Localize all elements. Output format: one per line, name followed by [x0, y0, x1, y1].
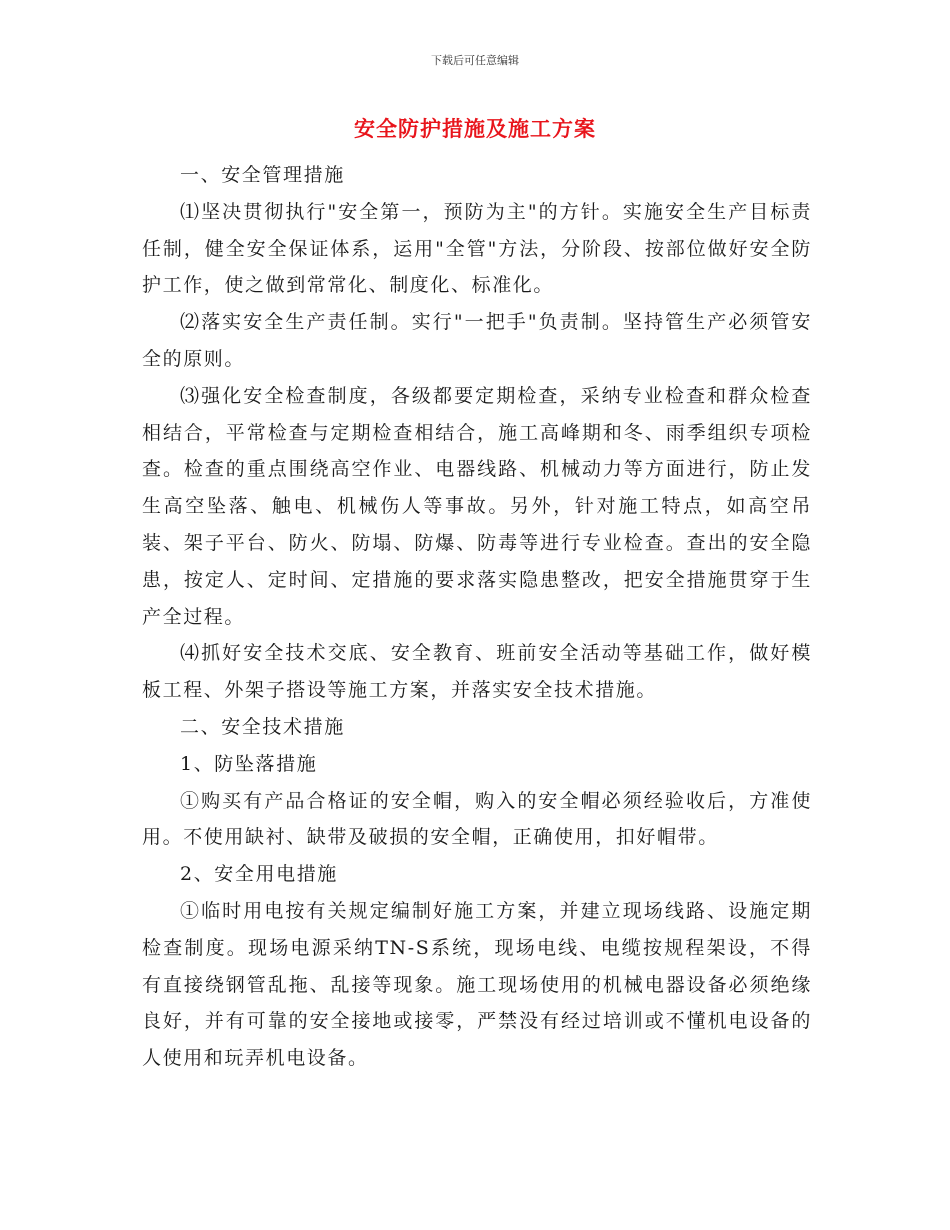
subsection-heading: 2、安全用电措施: [180, 863, 338, 886]
section-heading: 二、安全技术措施: [180, 715, 345, 738]
document-body: [142, 157, 812, 1077]
paragraph: ⑷抓好安全技术交底、安全教育、班前安全活动等基础工作，做好模板工程、外架子搭设等施工方案，并落实安全技术措施。: [142, 642, 812, 702]
section-heading: 一、安全管理措施: [180, 164, 345, 186]
header-note: 下载后可任意编辑: [431, 54, 519, 67]
paragraph: ①购买有产品合格证的安全帽，购入的安全帽必须经验收后，方准使用。不使用缺衬、缺带及破损的安全帽，正确使用，扣好帽带。: [142, 789, 812, 849]
document-title: 安全防护措施及施工方案: [354, 116, 596, 141]
paragraph: ①临时用电按有关规定编制好施工方案，并建立现场线路、设施定期检查制度。现场电源采纳TN-S系统，现场电线、电缆按规程架设，不得有直接绕钢管乱拖、乱接等现象。施工现场使用的机械电器设备必须绝缘良好，并有可靠的安全接地或接零，严禁没有经过培训或不懂机电设备的人使用和玩弄机电设备。: [142, 899, 812, 1070]
paragraph: ⑶强化安全检查制度，各级都要定期检查，采纳专业检查和群众检查相结合，平常检查与定期检查相结合，施工高峰期和冬、雨季组织专项检查。检查的重点围绕高空作业、电器线路、机械动力等方面进行，防止发生高空坠落、触电、机械伤人等事故。另外，针对施工特点，如高空吊装、架子平台、防火、防塌、防爆、防毒等进行专业检查。查出的安全隐患，按定人、定时间、定措施的要求落实隐患整改，把安全措施贯穿于生产全过程。: [142, 384, 812, 628]
subsection-heading: 1、防坠落措施: [180, 752, 318, 775]
paragraph: ⑵落实安全生产责任制。实行"一把手"负责制。坚持管生产必须管安全的原则。: [142, 311, 812, 370]
paragraph: ⑴坚决贯彻执行"安全第一，预防为主"的方针。实施安全生产目标责任制，健全安全保证体系，运用"全管"方法，分阶段、按部位做好安全防护工作，使之做到常常化、制度化、标准化。: [142, 200, 812, 297]
